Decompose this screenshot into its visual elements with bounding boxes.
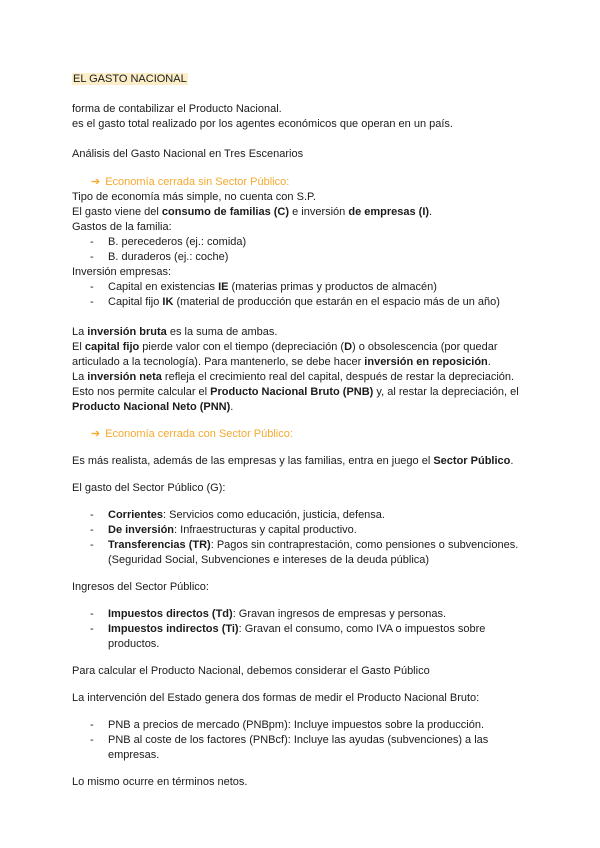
arrow-right-icon: ➔ bbox=[91, 428, 101, 440]
list-item-continuation: (Seguridad Social, Subvenciones e intereses de la deuda pública) bbox=[108, 554, 430, 566]
section-heading-sin-sp: ➔ Economía cerrada sin Sector Público: bbox=[91, 176, 290, 188]
list-item-continuation: productos. bbox=[108, 638, 160, 650]
list-item: De inversión: Infraestructuras y capital productivo. bbox=[108, 524, 357, 536]
list-item: PNB a precios de mercado (PNBpm): Incluye impuestos sobre la producción. bbox=[108, 719, 485, 731]
bullet: - bbox=[90, 623, 94, 635]
bullet: - bbox=[90, 281, 94, 293]
s2-realista: Es más realista, además de las empresas y las familias, entra en juego el Sector Público. bbox=[72, 455, 514, 467]
arrow-right-icon: ➔ bbox=[91, 176, 101, 188]
list-item: Capital fijo IK (material de producción que estarán en el espacio más de un año) bbox=[108, 296, 500, 308]
list-item: Impuestos indirectos (Ti): Gravan el consumo, como IVA o impuestos sobre bbox=[108, 623, 486, 635]
gasto-sp-label: El gasto del Sector Público (G): bbox=[72, 482, 226, 494]
p2-line-1: La inversión bruta es la suma de ambas. bbox=[72, 326, 278, 338]
p2-line-4: La inversión neta refleja el crecimiento real del capital, después de restar la depreciación. bbox=[72, 371, 515, 383]
bullet: - bbox=[90, 524, 94, 536]
p2-line-6: Producto Nacional Neto (PNN). bbox=[72, 401, 234, 413]
p2-line-5: Esto nos permite calcular el Producto Nacional Bruto (PNB) y, al restar la depreciación, el bbox=[72, 386, 519, 398]
gastos-label: Gastos de la familia: bbox=[72, 221, 172, 233]
analysis-heading: Análisis del Gasto Nacional en Tres Escenarios bbox=[72, 148, 304, 160]
bullet: - bbox=[90, 509, 94, 521]
bullet: - bbox=[90, 236, 94, 248]
list-item: Transferencias (TR): Pagos sin contraprestación, como pensiones o subvenciones. bbox=[108, 539, 519, 551]
s1-line-1: Tipo de economía más simple, no cuenta con S.P. bbox=[72, 191, 316, 203]
intro-line-2: es el gasto total realizado por los agentes económicos que operan en un país. bbox=[72, 118, 453, 130]
list-item: Corrientes: Servicios como educación, justicia, defensa. bbox=[108, 509, 385, 521]
intro-line-1: forma de contabilizar el Producto Nacional. bbox=[72, 103, 282, 115]
bullet: - bbox=[90, 719, 94, 731]
intervencion-line: La intervención del Estado genera dos formas de medir el Producto Nacional Bruto: bbox=[72, 692, 480, 704]
ingresos-label: Ingresos del Sector Público: bbox=[72, 581, 209, 593]
bullet: - bbox=[90, 734, 94, 746]
list-item: Impuestos directos (Td): Gravan ingresos de empresas y personas. bbox=[108, 608, 447, 620]
calcular-line: Para calcular el Producto Nacional, debemos considerar el Gasto Público bbox=[72, 665, 430, 677]
bullet: - bbox=[90, 296, 94, 308]
list-item: PNB al coste de los factores (PNBcf): Incluye las ayudas (subvenciones) a las bbox=[108, 734, 489, 746]
bullet: - bbox=[90, 539, 94, 551]
page-title: EL GASTO NACIONAL bbox=[73, 73, 187, 85]
p2-line-2: El capital fijo pierde valor con el tiempo (depreciación (D) o obsolescencia (por quedar bbox=[72, 341, 498, 353]
p2-line-3: articulado a la tecnología). Para mantenerlo, se debe hacer inversión en reposición. bbox=[72, 356, 491, 368]
list-item: Capital en existencias IE (materias primas y productos de almacén) bbox=[108, 281, 437, 293]
s1-line-2: El gasto viene del consumo de familias (C) e inversión de empresas (I). bbox=[72, 206, 433, 218]
netos-line: Lo mismo ocurre en términos netos. bbox=[72, 776, 248, 788]
inversion-label: Inversión empresas: bbox=[72, 266, 172, 278]
list-item: B. duraderos (ej.: coche) bbox=[108, 251, 229, 263]
section-heading-con-sp: ➔ Economía cerrada con Sector Público: bbox=[91, 428, 293, 440]
list-item-continuation: empresas. bbox=[108, 749, 160, 761]
bullet: - bbox=[90, 608, 94, 620]
bullet: - bbox=[90, 251, 94, 263]
list-item: B. perecederos (ej.: comida) bbox=[108, 236, 247, 248]
